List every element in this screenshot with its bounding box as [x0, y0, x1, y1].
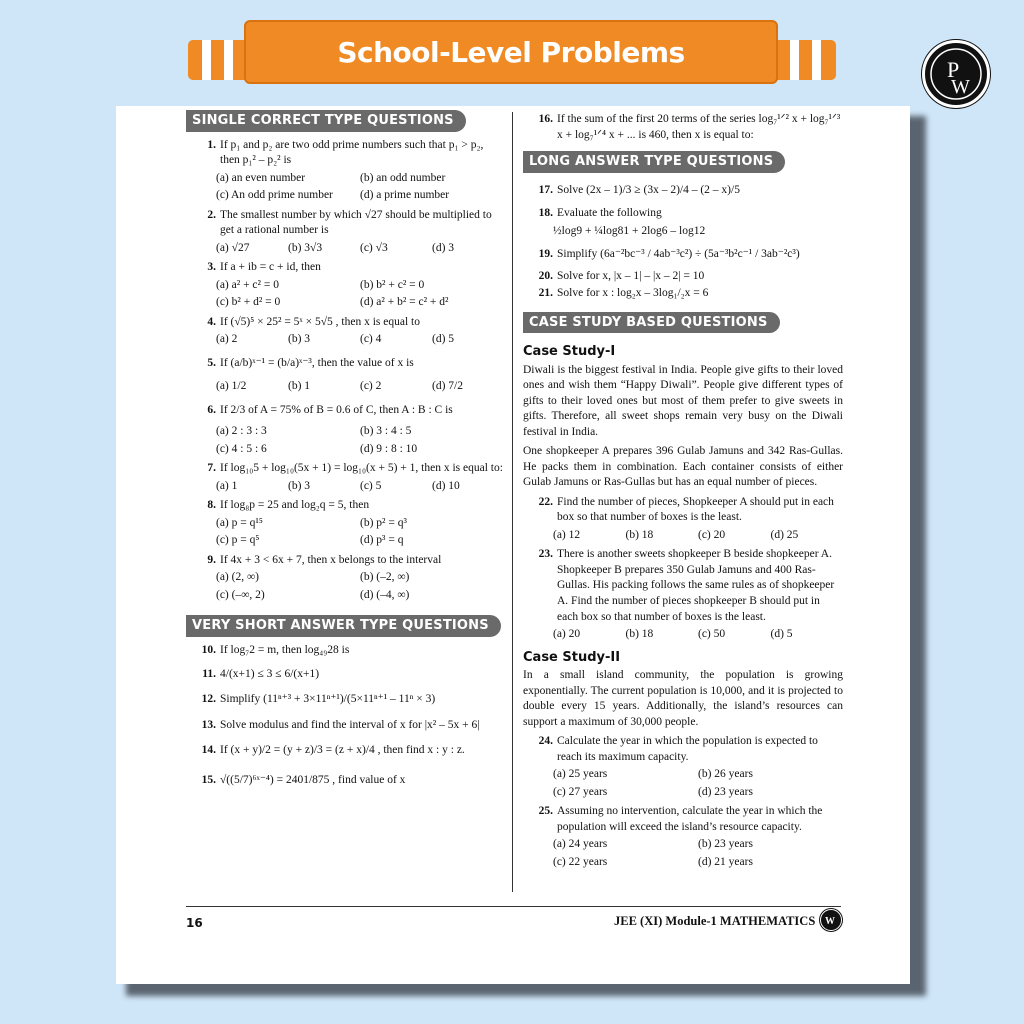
- option-text: (a) p = q¹⁵: [216, 516, 263, 529]
- option-text: (a) 2 : 3 : 3: [216, 425, 267, 438]
- column-divider: [512, 112, 513, 892]
- footer-book-title: JEE (XI) Module-1 MATHEMATICS: [614, 914, 816, 928]
- options-25: [553, 837, 843, 870]
- question-6: [186, 403, 504, 419]
- options-6: [216, 424, 504, 457]
- svg-text:P: P: [947, 57, 960, 82]
- options-9: [216, 570, 504, 603]
- question-17: [523, 183, 843, 199]
- case-study-1-para-2: One shopkeeper A prepares 396 Gulab Jamuns and 342 Ras-Gullas. He packs them in combination. Each container consists of either Gulab Jamuns or Ras-Gullas but has an equal number of pieces.: [523, 445, 843, 489]
- question-number: 14.: [201, 744, 216, 757]
- question-13: [186, 718, 504, 734]
- question-number: 13.: [201, 718, 216, 731]
- question-number: 21.: [538, 287, 553, 300]
- question-text: Assuming no intervention, calculate the year in which the population will exceed the island’s resource capacity.: [557, 805, 823, 833]
- option-text: (c) 5: [360, 479, 382, 492]
- section-long-answer: LONG ANSWER TYPE QUESTIONS: [523, 151, 785, 173]
- question-number: 7.: [207, 462, 216, 475]
- options-8: [216, 516, 504, 549]
- option-text: (a) an even number: [216, 171, 306, 184]
- options-3: [216, 278, 504, 311]
- option-text: (c) (–∞, 2): [216, 588, 265, 601]
- option-text: (a) 1/2: [216, 380, 247, 393]
- option-text: (a) 12: [553, 528, 581, 541]
- options-2: [216, 241, 504, 257]
- question-number: 12.: [201, 693, 216, 706]
- question-text: Simplify (11ⁿ⁺³ + 3×11ⁿ⁺¹)/(5×11ⁿ⁺¹ – 11ⁿ × 3): [220, 693, 436, 706]
- svg-text:W: W: [825, 916, 835, 927]
- option-text: (d) 5: [770, 628, 793, 641]
- question-23: [523, 547, 843, 625]
- option-text: (d) 9 : 8 : 10: [360, 442, 418, 455]
- question-1: [186, 138, 504, 169]
- question-3: [186, 260, 504, 276]
- option-text: (c) 4 : 5 : 6: [216, 442, 267, 455]
- option-text: (a) a² + c² = 0: [216, 278, 279, 291]
- option-text: (d) 7/2: [432, 380, 463, 393]
- question-text: If (√5)⁵ × 25² = 5ˣ × 5√5 , then x is equal to: [220, 315, 420, 328]
- question-15: [186, 773, 504, 789]
- option-text: (a) 1: [216, 479, 238, 492]
- question-number: 15.: [201, 773, 216, 786]
- question-19: [523, 247, 843, 263]
- question-number: 6.: [207, 403, 216, 416]
- option-text: (b) 18: [625, 628, 654, 641]
- left-column: [186, 108, 504, 790]
- question-8: [186, 498, 504, 514]
- option-text: (a) 24 years: [553, 838, 608, 851]
- option-text: (d) p³ = q: [360, 534, 404, 547]
- banner-tab-left: [188, 40, 248, 80]
- question-number: 5.: [207, 356, 216, 369]
- question-text: If log₁₀5 + log₁₀(5x + 1) = log₁₀(x + 5) + 1, then x is equal to:: [220, 462, 503, 475]
- question-number: 16.: [538, 113, 553, 125]
- footer-divider: [186, 906, 841, 907]
- option-text: (b) an odd number: [360, 171, 446, 184]
- case-study-1-para-1: Diwali is the biggest festival in India. People give gifts to their loved ones and wish them “Happy Diwali”. People give different types of gifts to their loved ones but most of them prefer to give sweets in gifts. Therefore, all sweet shops remain very busy on the Diwali festival in India.: [523, 363, 843, 438]
- option-text: (c) p = q⁵: [216, 534, 260, 547]
- question-14: [186, 743, 504, 759]
- question-text: There is another sweets shopkeeper B beside shopkeeper A. Shopkeeper B prepares 350 Gulab Jamuns and 400 Ras-Gullas. His packing follows the same rules as of shopkeeper A. Find the number of pieces shopkeeper B should put in each box so that number of boxes is the least.: [557, 548, 835, 623]
- case-study-2-para-1: In a small island community, the population is growing exponentially. The current population is 10,000, and it is projected to double every 15 years. Additionally, the island’s resources can support a maximum of 30,000 people.: [523, 669, 843, 728]
- question-9: [186, 553, 504, 569]
- question-21: [523, 286, 843, 302]
- options-1: [216, 171, 504, 204]
- question-11: [186, 667, 504, 683]
- question-12: [186, 692, 504, 708]
- question-text: If (x + y)/2 = (y + z)/3 = (z + x)/4 , then find x : y : z.: [220, 744, 465, 757]
- question-text: Solve (2x – 1)/3 ≥ (3x – 2)/4 – (2 – x)/5: [557, 183, 740, 196]
- option-text: (d) (–4, ∞): [360, 588, 410, 601]
- question-18-expr: [553, 224, 843, 240]
- question-number: 20.: [538, 269, 553, 282]
- option-text: (a) (2, ∞): [216, 571, 259, 584]
- question-text: If 2/3 of A = 75% of B = 0.6 of C, then A : B : C is: [220, 403, 453, 416]
- pw-logo-icon: [922, 40, 990, 108]
- question-number: 4.: [207, 315, 216, 328]
- question-text: If the sum of the first 20 terms of the series log₇¹ᐟ² x + log₇¹ᐟ³ x + log₇¹ᐟ⁴ x + ... is 460, then x is equal to:: [557, 113, 841, 141]
- question-10: [186, 643, 504, 659]
- option-text: (a) √27: [216, 241, 250, 254]
- question-number: 1.: [207, 138, 216, 151]
- options-24: [553, 767, 843, 800]
- question-25: [523, 804, 843, 835]
- question-18: [523, 206, 843, 222]
- right-column: [523, 108, 843, 874]
- option-text: (c) 4: [360, 333, 382, 346]
- option-text: (d) 10: [432, 479, 460, 492]
- option-text: (c) √3: [360, 241, 388, 254]
- question-number: 8.: [207, 499, 216, 512]
- question-text: Solve modulus and find the interval of x for |x² – 5x + 6|: [220, 718, 480, 731]
- question-text: If log₇2 = m, then log₄₉28 is: [220, 643, 350, 656]
- question-number: 9.: [207, 553, 216, 566]
- section-single-correct: SINGLE CORRECT TYPE QUESTIONS: [186, 110, 466, 132]
- question-number: 25.: [538, 805, 553, 818]
- option-text: (b) 3: [288, 479, 311, 492]
- option-text: (b) 3 : 4 : 5: [360, 425, 412, 438]
- question-text: The smallest number by which √27 should be multiplied to get a rational number is: [220, 208, 492, 237]
- option-text: (c) 20: [698, 528, 726, 541]
- question-number: 23.: [538, 548, 553, 561]
- footer-pw-logo-icon: [820, 909, 842, 931]
- question-number: 10.: [201, 643, 216, 656]
- option-text: (b) 18: [625, 528, 654, 541]
- option-text: (c) An odd prime number: [216, 189, 333, 202]
- svg-text:W: W: [951, 76, 970, 98]
- question-22: [523, 495, 843, 526]
- question-16: [523, 112, 843, 143]
- question-text: If log₈p = 25 and log₂q = 5, then: [220, 499, 370, 512]
- question-text: 4/(x+1) ≤ 3 ≤ 6/(x+1): [220, 667, 320, 680]
- question-number: 24.: [538, 735, 553, 748]
- option-text: (d) a prime number: [360, 189, 450, 202]
- option-text: (d) a² + b² = c² + d²: [360, 296, 449, 309]
- case-study-2-title: Case Study-II: [523, 649, 621, 665]
- question-7: [186, 461, 504, 477]
- options-23: [553, 627, 843, 643]
- options-7: [216, 479, 504, 495]
- option-text: (c) 27 years: [553, 785, 608, 798]
- option-text: (b) 3: [288, 333, 311, 346]
- option-text: (b) 3√3: [288, 241, 323, 254]
- question-number: 18.: [538, 207, 553, 220]
- page-title: School-Level Problems: [337, 35, 685, 69]
- section-case-study: CASE STUDY BASED QUESTIONS: [523, 312, 780, 334]
- question-text: Simplify (6a⁻²bc⁻³ / 4ab⁻³c²) ÷ (5a⁻³b²c⁻¹ / 3ab⁻²c³): [557, 248, 800, 261]
- banner-tab-right: [776, 40, 836, 80]
- question-number: 3.: [207, 261, 216, 274]
- option-text: (c) 50: [698, 628, 726, 641]
- question-20: [523, 269, 843, 285]
- question-text: If p₁ and p₂ are two odd prime numbers such that p₁ > p₂, then p₁² – p₂² is: [220, 138, 484, 167]
- question-5: [186, 356, 504, 372]
- option-text: (a) 20: [553, 628, 581, 641]
- question-text: If a + ib = c + id, then: [220, 261, 321, 274]
- options-4: [216, 332, 504, 348]
- option-text: (d) 25: [770, 528, 799, 541]
- question-text: Solve for x, |x – 1| – |x – 2| = 10: [557, 269, 705, 282]
- title-banner: [244, 20, 778, 84]
- option-text: (c) 2: [360, 380, 382, 393]
- options-5: [216, 379, 504, 395]
- question-text: Find the number of pieces, Shopkeeper A should put in each box so that number of boxes is the least.: [557, 495, 834, 524]
- options-22: [553, 528, 843, 544]
- option-text: (c) b² + d² = 0: [216, 296, 281, 309]
- option-text: (d) 3: [432, 241, 455, 254]
- option-text: (b) (–2, ∞): [360, 571, 410, 584]
- question-4: [186, 315, 504, 331]
- question-number: 22.: [538, 495, 553, 508]
- option-text: (d) 5: [432, 333, 455, 346]
- question-text: ½log9 + ¼log81 + 2log6 – log12: [553, 224, 706, 237]
- question-number: 2.: [207, 208, 216, 221]
- option-text: (a) 2: [216, 333, 238, 346]
- option-text: (b) p² = q³: [360, 516, 407, 529]
- option-text: (b) 1: [288, 380, 311, 393]
- question-text: If 4x + 3 < 6x + 7, then x belongs to the interval: [220, 553, 442, 566]
- question-text: √((5/7)⁶ˣ⁻⁴) = 2401/875 , find value of x: [220, 773, 406, 786]
- option-text: (a) 25 years: [553, 768, 608, 781]
- option-text: (b) b² + c² = 0: [360, 278, 425, 291]
- option-text: (b) 26 years: [698, 768, 753, 781]
- option-text: (d) 21 years: [698, 855, 753, 868]
- option-text: (b) 23 years: [698, 838, 753, 851]
- question-text: Solve for x : log₂x – 3log₁/₂x = 6: [557, 287, 709, 300]
- question-number: 11.: [202, 667, 216, 680]
- question-text: Evaluate the following: [557, 207, 662, 220]
- question-number: 19.: [538, 248, 553, 261]
- question-number: 17.: [538, 183, 553, 196]
- question-24: [523, 734, 843, 765]
- page-number: 16: [186, 916, 203, 930]
- case-study-1-title: Case Study-I: [523, 344, 616, 360]
- option-text: (c) 22 years: [553, 855, 608, 868]
- question-text: If (a/b)ˣ⁻¹ = (b/a)ˣ⁻³, then the value of x is: [220, 356, 414, 369]
- question-2: [186, 208, 504, 239]
- option-text: (d) 23 years: [698, 785, 753, 798]
- question-text: Calculate the year in which the population is expected to reach its maximum capacity.: [557, 735, 818, 763]
- section-very-short: VERY SHORT ANSWER TYPE QUESTIONS: [186, 615, 501, 637]
